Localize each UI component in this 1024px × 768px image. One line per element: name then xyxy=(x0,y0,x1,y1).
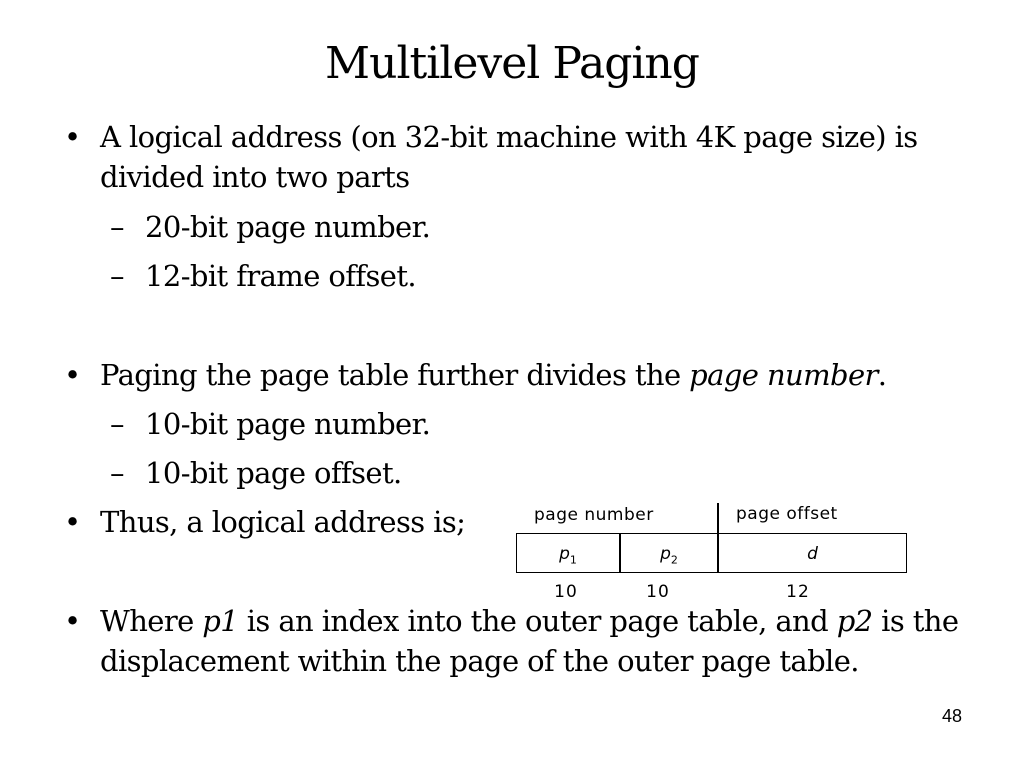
emphasis-p2: p2 xyxy=(836,604,873,638)
field-subscript: 1 xyxy=(569,553,577,567)
field-subscript: 2 xyxy=(670,553,678,567)
bullet-marker: • xyxy=(64,120,81,154)
bullet-logical-address: A logical address (on 32-bit machine with 4K page size) is divided into two parts xyxy=(100,120,918,194)
sub-bullet-marker: – xyxy=(110,210,124,244)
slide-number: 48 xyxy=(941,706,962,726)
diagram-header-page-offset: page offset xyxy=(736,504,838,524)
diagram-field-p1 xyxy=(516,544,620,566)
diagram-bits-p2: 10 xyxy=(646,582,670,602)
logical-address-diagram xyxy=(514,500,914,604)
bullet-text: Paging the page table further divides the xyxy=(100,358,690,392)
field-variable: p xyxy=(660,544,671,564)
bullet-marker: • xyxy=(64,505,81,539)
bullet-text: is an index into the outer page table, and xyxy=(238,604,837,638)
sub-bullet-marker: – xyxy=(110,456,124,490)
bullet-text: . xyxy=(877,358,887,392)
bullet-paging-page-table xyxy=(100,355,1000,395)
sub-bullet-10bit-page-number: 10-bit page number. xyxy=(145,407,431,441)
sub-bullet-marker: – xyxy=(110,259,124,293)
diagram-bits-d: 12 xyxy=(786,582,810,602)
bullet-marker: • xyxy=(64,604,81,638)
diagram-bits-p1: 10 xyxy=(554,582,578,602)
emphasis-page-number: page number xyxy=(689,358,878,392)
bullet-text: is the displacement within the page of the outer page table. xyxy=(100,604,959,678)
bullet-where-p1-p2 xyxy=(100,601,1000,681)
emphasis-p1: p1 xyxy=(202,604,239,638)
sub-bullet-marker: – xyxy=(110,407,124,441)
field-variable: d xyxy=(807,544,818,564)
sub-bullet-10bit-page-offset: 10-bit page offset. xyxy=(145,456,402,490)
sub-bullet-12bit-frame-offset: 12-bit frame offset. xyxy=(145,259,417,293)
diagram-field-p2 xyxy=(620,544,718,566)
slide-title: Multilevel Paging xyxy=(325,38,699,89)
diagram-field-d xyxy=(718,544,907,564)
sub-bullet-20bit-page-number: 20-bit page number. xyxy=(145,210,431,244)
bullet-text: Where xyxy=(100,604,203,638)
field-variable: p xyxy=(559,544,570,564)
diagram-header-page-number: page number xyxy=(534,505,654,525)
bullet-logical-address-is: Thus, a logical address is; xyxy=(100,505,466,539)
bullet-marker: • xyxy=(64,358,81,392)
